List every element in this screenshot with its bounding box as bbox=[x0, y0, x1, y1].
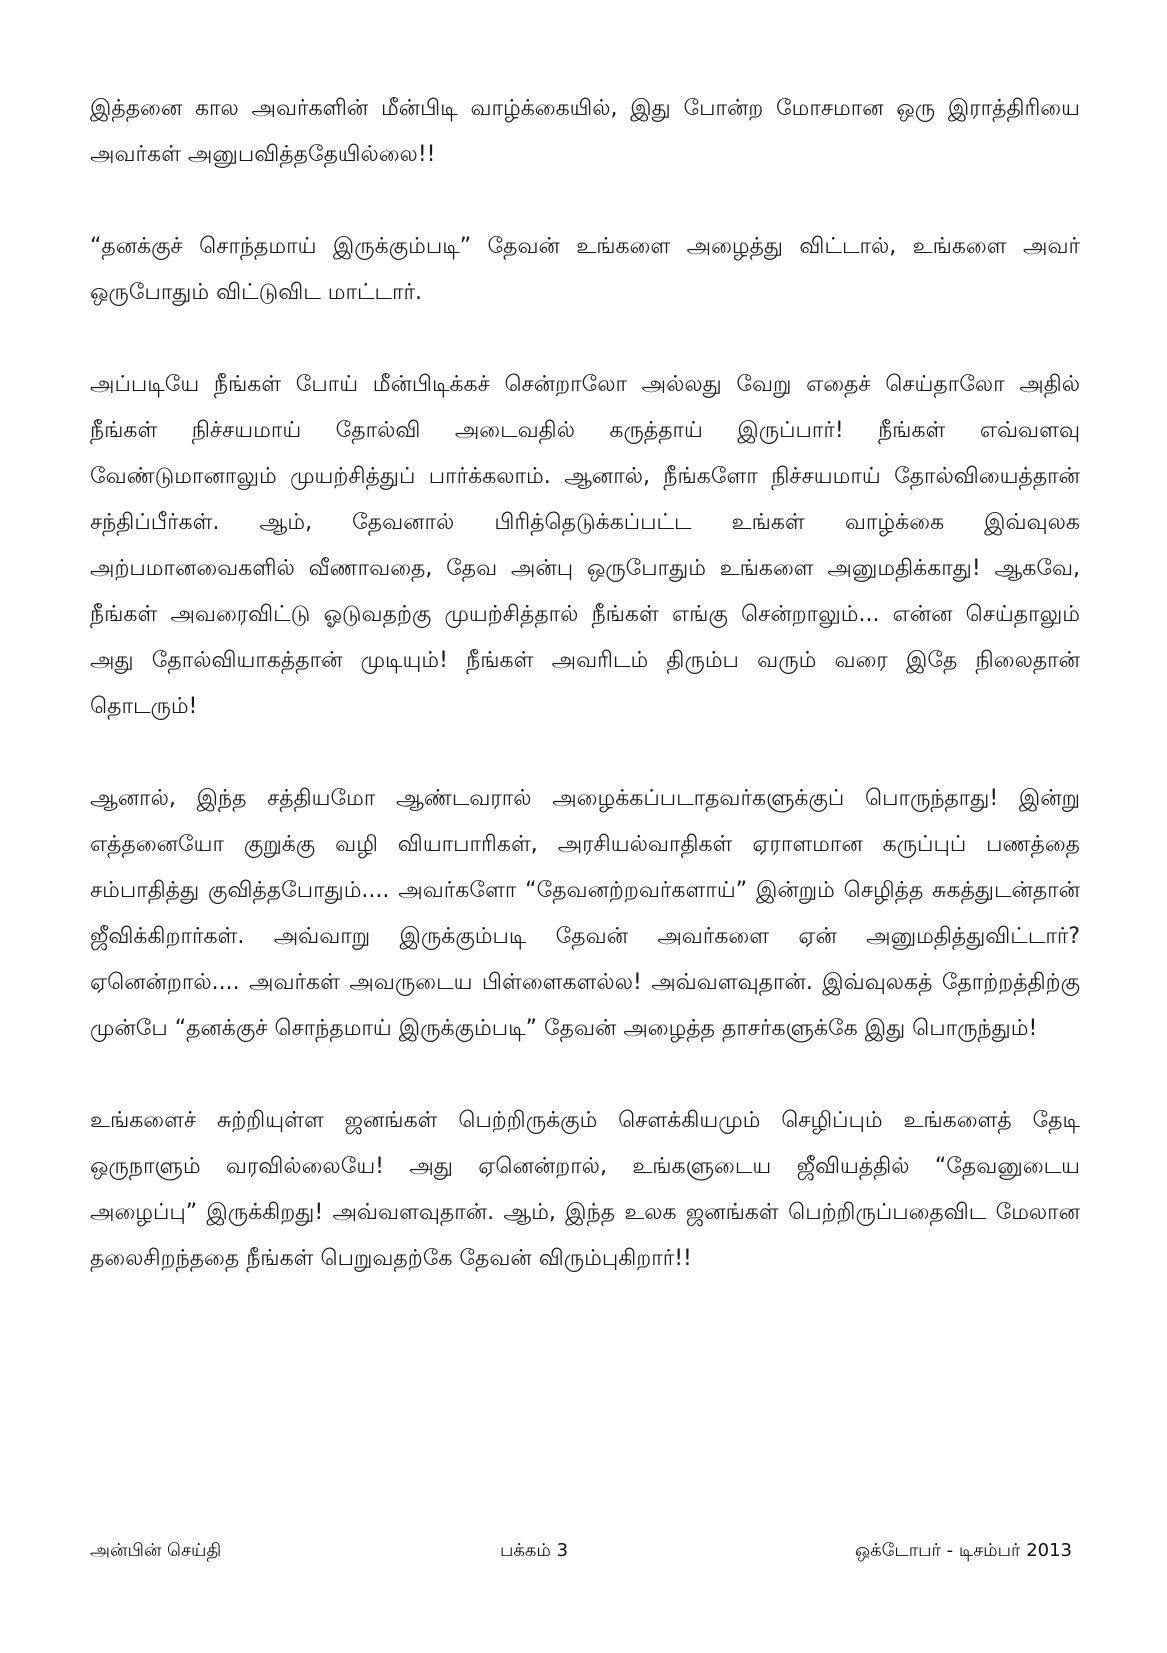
article-body bbox=[90, 86, 1080, 1282]
paragraph-1: இத்தனை கால அவர்களின் மீன்பிடி வாழ்க்கையில், இது போன்ற மோசமான ஒரு இராத்திரியை அவர்கள் அனுபவித்ததேயில்லை!! bbox=[90, 96, 1080, 167]
page-footer bbox=[90, 1540, 1080, 1570]
paragraph-4: ஆனால், இந்த சத்தியமோ ஆண்டவரால் அழைக்கப்படாதவர்களுக்குப் பொருந்தாது! இன்று எத்தனையோ குறுக்கு வழி வியாபாரிகள், அரசியல்வாதிகள் ஏராளமான கருப்புப் பணத்தை சம்பாதித்து குவித்தபோதும்.... அவர்களோ “தேவனற்றவர்களாய்” இன்றும் செழித்த சுகத்துடன்தான் ஜீவிக்கிறார்கள். அவ்வாறு இருக்கும்படி தேவன் அவர்களை ஏன் அனுமதித்துவிட்டார்? ஏனென்றால்.... அவர்கள் அவருடைய பிள்ளைகளல்ல! அவ்வளவுதான். இவ்வுலகத் தோற்றத்திற்கு முன்பே “தனக்குச் சொந்தமாய் இருக்கும்படி” தேவன் அழைத்த தாசர்களுக்கே இது பொருந்தும்! bbox=[90, 786, 1080, 1041]
paragraph-3: அப்படியே நீங்கள் போய் மீன்பிடிக்கச் சென்றாலோ அல்லது வேறு எதைச் செய்தாலோ அதில் நீங்கள் நிச்சயமாய் தோல்வி அடைவதில் கருத்தாய் இருப்பார்! நீங்கள் எவ்வளவு வேண்டுமானாலும் முயற்சித்துப் பார்க்கலாம். ஆனால், நீங்களோ நிச்சயமாய் தோல்வியைத்தான் சந்திப்பீர்கள். ஆம், தேவனால் பிரித்தெடுக்கப்பட்ட உங்கள் வாழ்க்கை இவ்வுலக அற்பமானவைகளில் வீணாவதை, தேவ அன்பு ஒருபோதும் உங்களை அனுமதிக்காது! ஆகவே, நீங்கள் அவரைவிட்டு ஓடுவதற்கு முயற்சித்தால் நீங்கள் எங்கு சென்றாலும்... என்ன செய்தாலும் அது தோல்வியாகத்தான் முடியும்! நீங்கள் அவரிடம் திரும்ப வரும் வரை இதே நிலைதான் தொடரும்! bbox=[90, 372, 1081, 719]
paragraph-2: “தனக்குச் சொந்தமாய் இருக்கும்படி” தேவன் உங்களை அழைத்து விட்டால், உங்களை அவர் ஒருபோதும் விட்டுவிட மாட்டார். bbox=[90, 234, 1080, 305]
paragraph-5: உங்களைச் சுற்றியுள்ள ஜனங்கள் பெற்றிருக்கும் சௌக்கியமும் செழிப்பும் உங்களைத் தேடி ஒருநாளும் வரவில்லையே! அது ஏனென்றால், உங்களுடைய ஜீவியத்தில் “தேவனுடைய அழைப்பு” இருக்கிறது! அவ்வளவுதான். ஆம், இந்த உலக ஜனங்கள் பெற்றிருப்பதைவிட மேலான தலைசிறந்ததை நீங்கள் பெறுவதற்கே தேவன் விரும்புகிறார்!! bbox=[90, 1108, 1080, 1271]
footer-publication: அன்பின் செய்தி bbox=[90, 1540, 222, 1561]
footer-page-number: பக்கம் 3 bbox=[500, 1540, 569, 1561]
footer-issue-date: ஒக்டோபர் - டிசம்பர் 2013 bbox=[855, 1540, 1072, 1561]
